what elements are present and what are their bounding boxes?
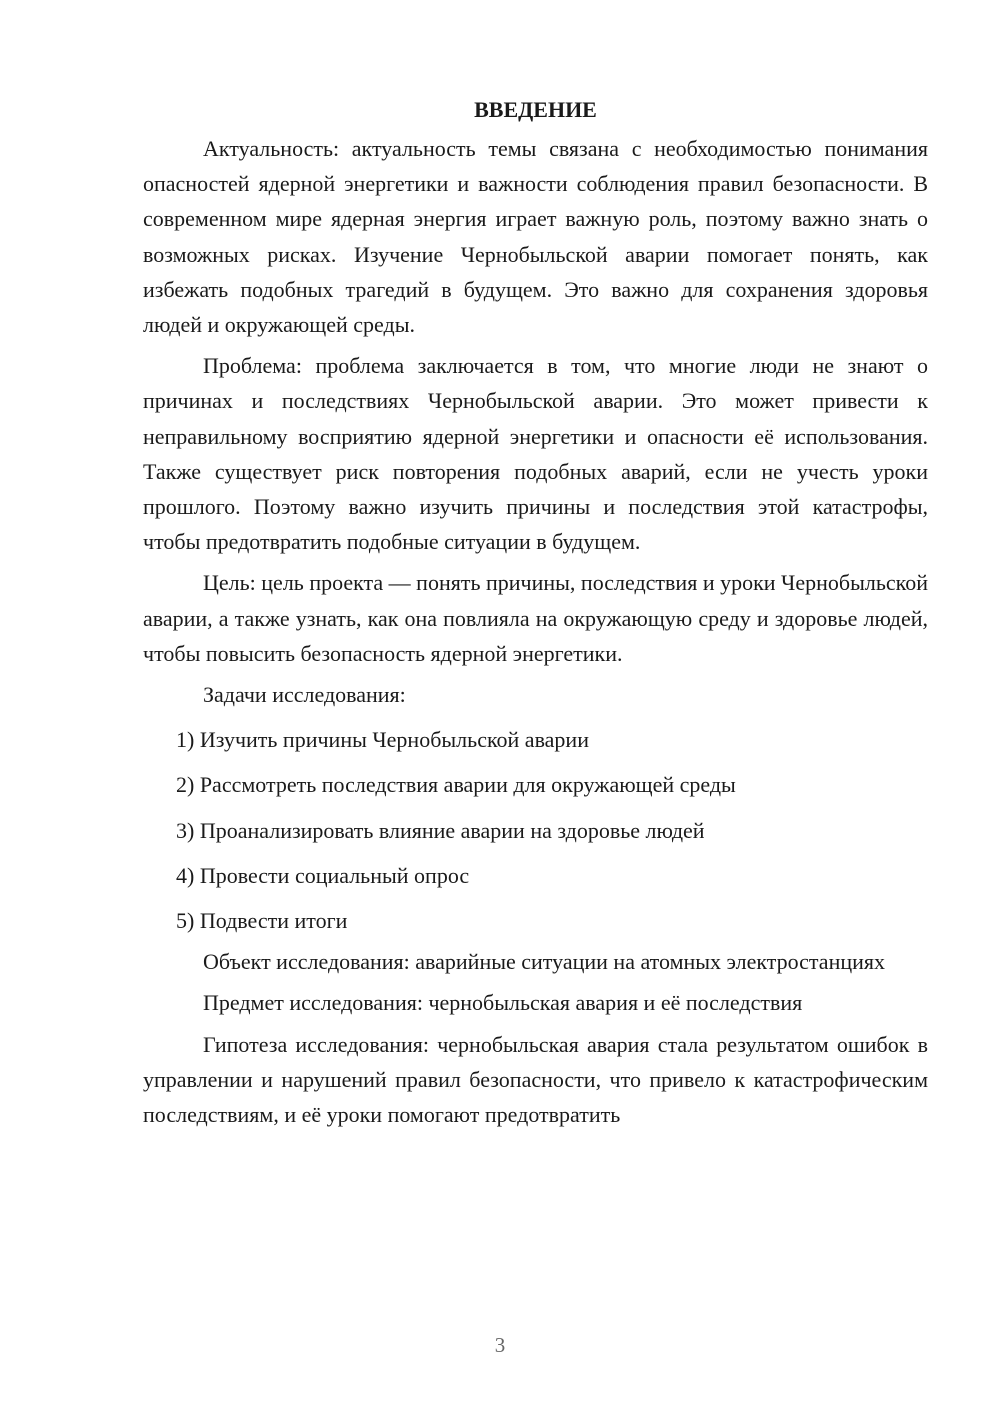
task-item: 5) Подвести итоги bbox=[176, 908, 348, 934]
object-paragraph: Объект исследования: аварийные ситуации на атомных электростанциях bbox=[203, 949, 886, 975]
relevance-paragraph: Актуальность: актуальность темы связана с необходимостью понимания опасностей ядерной энергетики и важности соблюдения правил безопасности. В современном мире ядерная энергия играет важную роль, поэтому важно знать о возможных рисках. Изучение Чернобыльской аварии помогает понять, как избежать подобных трагедий в будущем. Это важно для сохранения здоровья людей и окружающей среды. bbox=[143, 136, 928, 338]
tasks-heading: Задачи исследования: bbox=[203, 682, 406, 708]
tasks-list bbox=[143, 722, 928, 938]
task-item: 3) Проанализировать влияние аварии на здоровье людей bbox=[176, 817, 705, 843]
page-title: ВВЕДЕНИЕ bbox=[474, 97, 597, 122]
page-number: 3 bbox=[494, 1333, 506, 1357]
document-page bbox=[143, 92, 928, 1138]
subject-paragraph: Предмет исследования: чернобыльская авария и её последствия bbox=[203, 990, 803, 1016]
task-item: 2) Рассмотреть последствия аварии для окружающей среды bbox=[176, 772, 736, 798]
task-item: 1) Изучить причины Чернобыльской аварии bbox=[176, 727, 589, 753]
hypothesis-paragraph: Гипотеза исследования: чернобыльская авария стала результатом ошибок в управлении и нарушений правил безопасности, что привело к катастрофическим последствиям, и её уроки помогают предотвратить bbox=[143, 1031, 928, 1128]
goal-paragraph: Цель: цель проекта — понять причины, последствия и уроки Чернобыльской аварии, а также узнать, как она повлияла на окружающую среду и здоровье людей, чтобы повысить безопасность ядерной энергетики. bbox=[143, 570, 928, 666]
task-item: 4) Провести социальный опрос bbox=[176, 862, 470, 888]
problem-paragraph: Проблема: проблема заключается в том, что многие люди не знают о причинах и последствиях Чернобыльской аварии. Это может привести к неправильному восприятию ядерной энергетики и опасности её использования. Также существует риск повторения подобных аварий, если не учесть уроки прошлого. Поэтому важно изучить причины и последствия этой катастрофы, чтобы предотвратить подобные ситуации в будущем. bbox=[143, 353, 928, 555]
